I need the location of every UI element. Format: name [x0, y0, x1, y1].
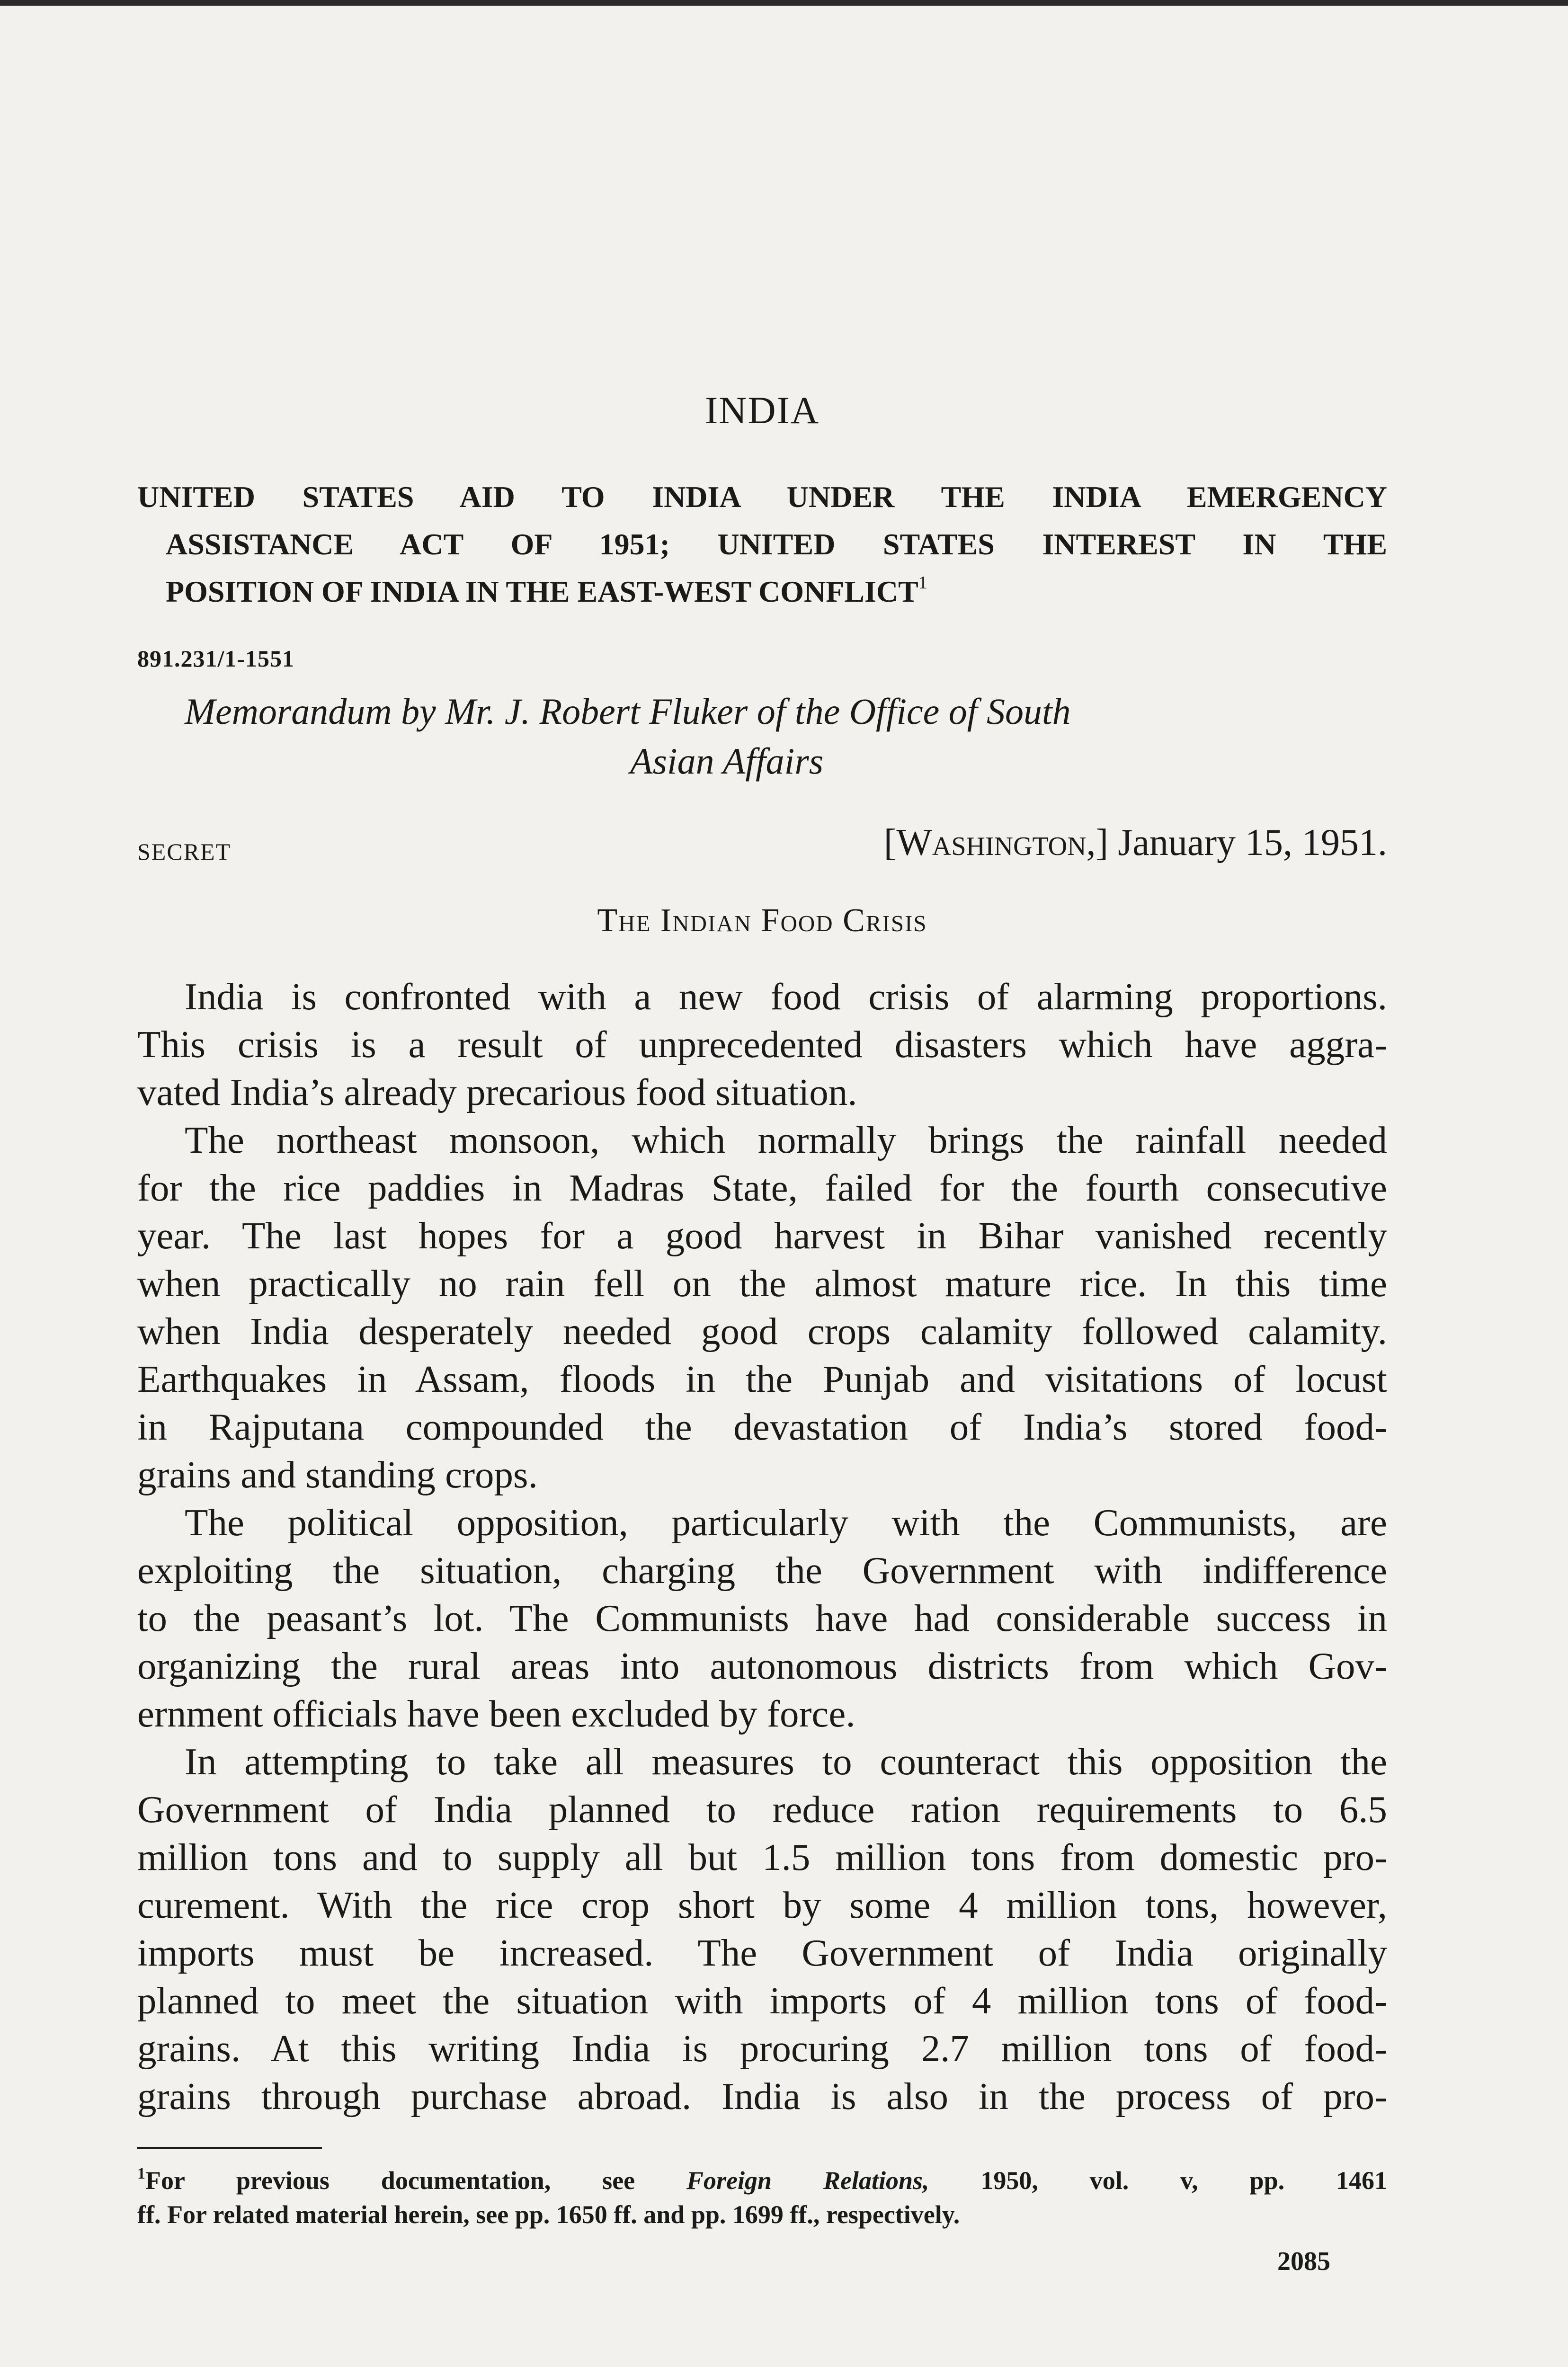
memo-line-2: Asian Affairs — [630, 740, 824, 782]
file-reference: 891.231/1-1551 — [137, 645, 295, 672]
title-footnote-mark[interactable]: 1 — [918, 573, 927, 593]
body-line: India is confronted with a new food crisis of alarming proportions. — [185, 975, 1387, 1018]
footnote-mark: 1 — [137, 2165, 145, 2182]
footnote-line-1 — [137, 2163, 1387, 2198]
body-line: In attempting to take all measures to counteract this opposition the — [185, 1740, 1387, 1783]
dateline — [884, 821, 1387, 864]
body-line: This crisis is a result of unprecedented disasters which have aggra- — [137, 1023, 1387, 1066]
body-line: when practically no rain fell on the almost mature rice. In this time — [137, 1262, 1387, 1305]
body-line: grains through purchase abroad. India is also in the process of pro- — [137, 2075, 1387, 2118]
title-line-3-text: POSITION OF INDIA IN THE EAST-WEST CONFLICT — [166, 575, 918, 608]
paragraph-1 — [137, 973, 1387, 1116]
body-line: million tons and to supply all but 1.5 million tons from domestic pro- — [137, 1836, 1387, 1878]
body-line: organizing the rural areas into autonomous districts from which Gov- — [137, 1645, 1387, 1687]
footnote-publication: Foreign Relations, — [686, 2166, 929, 2195]
body-line: in Rajputana compounded the devastation of India’s stored food- — [137, 1406, 1387, 1448]
body-text — [137, 973, 1387, 2120]
body-line: curement. With the rice crop short by some 4 million tons, however, — [137, 1884, 1387, 1926]
dateline-place: [Washington,] — [883, 822, 1109, 863]
paragraph-3 — [137, 1499, 1387, 1738]
dateline-date: January 15, 1951. — [1118, 822, 1387, 863]
title-line-2: ASSISTANCE ACT OF 1951; UNITED STATES INTEREST IN THE — [166, 527, 1387, 561]
paragraph-4 — [137, 1738, 1387, 2120]
body-line: grains and standing crops. — [137, 1453, 538, 1496]
paragraph-2 — [137, 1116, 1387, 1499]
memo-line-1: Memorandum by Mr. J. Robert Fluker of the Office of South — [185, 691, 1071, 732]
body-line: grains. At this writing India is procuring 2.7 million tons of food- — [137, 2027, 1387, 2070]
title-line-1: UNITED STATES AID TO INDIA UNDER THE INDIA EMERGENCY — [137, 480, 1387, 514]
memo-heading — [185, 686, 1387, 786]
footnote — [137, 2163, 1387, 2232]
footnote-text-b: 1950, vol. v, pp. 1461 — [929, 2166, 1388, 2195]
classification-label: SECRET — [137, 838, 232, 865]
footnote-divider — [137, 2147, 322, 2149]
body-line: Government of India planned to reduce ration requirements to 6.5 — [137, 1788, 1387, 1831]
body-line: vated India’s already precarious food situation. — [137, 1071, 857, 1113]
body-line: exploiting the situation, charging the Government with indifference — [137, 1549, 1387, 1592]
body-line: imports must be increased. The Government of India originally — [137, 1931, 1387, 1974]
body-line: for the rice paddies in Madras State, failed for the fourth consecutive — [137, 1166, 1387, 1209]
country-heading: INDIA — [704, 389, 820, 432]
body-line: The northeast monsoon, which normally brings the rainfall needed — [185, 1119, 1387, 1161]
body-line: when India desperately needed good crops calamity followed calamity. — [137, 1310, 1387, 1353]
chapter-title — [137, 473, 1387, 615]
body-line: year. The last hopes for a good harvest in Bihar vanished recently — [137, 1214, 1387, 1257]
body-line: Earthquakes in Assam, floods in the Punjab and visitations of locust — [137, 1358, 1387, 1400]
body-line: to the peasant’s lot. The Communists have had considerable success in — [137, 1597, 1387, 1639]
document-page — [137, 0, 1387, 2367]
body-line: The political opposition, particularly with the Communists, are — [185, 1501, 1387, 1544]
body-line: planned to meet the situation with imports of 4 million tons of food- — [137, 1979, 1387, 2022]
section-title: The Indian Food Crisis — [597, 902, 927, 939]
title-line-3 — [137, 568, 1387, 615]
page-number: 2085 — [1277, 2247, 1330, 2276]
body-line: ernment officials have been excluded by force. — [137, 1692, 855, 1735]
footnote-line-2: ff. For related material herein, see pp. 1650 ff. and pp. 1699 ff., respectively. — [137, 2200, 960, 2229]
footnote-text-a: For previous documentation, see — [145, 2166, 687, 2195]
